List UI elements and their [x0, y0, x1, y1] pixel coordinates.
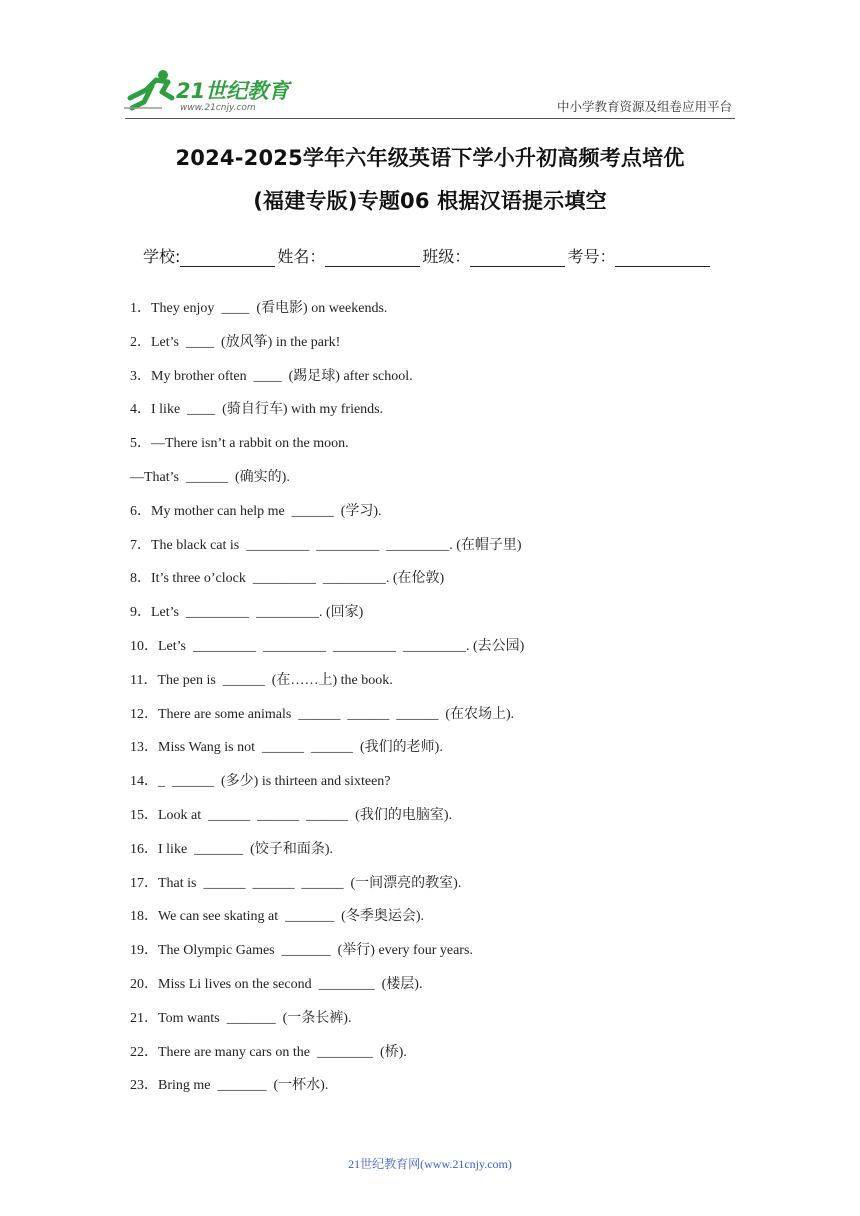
number-field[interactable]	[615, 248, 710, 267]
question-item: 18．We can see skating at _______ (冬季奥运会).	[130, 909, 424, 924]
question-item: 23．Bring me _______ (一杯水).	[130, 1078, 329, 1093]
question-item: 5．—There isn’t a rabbit on the moon.	[130, 436, 349, 451]
school-field[interactable]	[180, 248, 275, 267]
document-subtitle: (福建专版)专题06 根据汉语提示填空	[253, 189, 607, 213]
logo	[122, 68, 292, 114]
logo-url: www.21cnjy.com	[180, 103, 256, 113]
number-label: 考号：	[567, 247, 616, 266]
class-label: 班级：	[422, 247, 471, 266]
question-item: 14．_ ______ (多少) is thirteen and sixteen?	[130, 774, 391, 789]
logo-text: 21世纪教育	[176, 79, 290, 103]
question-item: 9．Let’s _________ _________. (回家)	[130, 605, 364, 620]
runner-icon	[124, 70, 172, 108]
question-item: 2．Let’s ____ (放风筝) in the park!	[130, 335, 341, 350]
class-field[interactable]	[470, 248, 565, 267]
platform-name: 中小学教育资源及组卷应用平台	[556, 99, 732, 114]
footer-link[interactable]: 21世纪教育网(www.21cnjy.com)	[348, 1157, 512, 1171]
question-item: 15．Look at ______ ______ ______ (我们的电脑室).	[130, 808, 452, 823]
question-item: 12．There are some animals ______ ______ ______ (在农场上).	[130, 707, 515, 722]
question-item: 10．Let’s _________ _________ _________ _________. (去公园)	[130, 639, 525, 654]
question-item: 19．The Olympic Games _______ (举行) every four years.	[130, 943, 473, 958]
question-item: 13．Miss Wang is not ______ ______ (我们的老师).	[130, 740, 443, 755]
question-item: —That’s ______ (确实的).	[130, 470, 290, 485]
question-item: 8．It’s three o’clock _________ _________. (在伦敦)	[130, 571, 445, 586]
question-item: 3．My brother often ____ (踢足球) after school.	[130, 369, 413, 384]
question-item: 7．The black cat is _________ _________ _________. (在帽子里)	[130, 538, 522, 553]
question-item: 4．I like ____ (骑自行车) with my friends.	[130, 402, 384, 417]
school-label: 学校:	[143, 247, 181, 266]
question-item: 16．I like _______ (饺子和面条).	[130, 842, 333, 857]
name-label: 姓名：	[277, 247, 326, 266]
question-item: 21．Tom wants _______ (一条长裤).	[130, 1011, 352, 1026]
student-info-row	[143, 244, 712, 267]
document-title: 2024-2025学年六年级英语下学小升初高频考点培优	[175, 146, 685, 170]
header-divider	[125, 118, 735, 119]
question-item: 17．That is ______ ______ ______ (一间漂亮的教室).	[130, 876, 462, 891]
question-item: 20．Miss Li lives on the second ________ (楼层).	[130, 977, 423, 992]
question-item: 1．They enjoy ____ (看电影) on weekends.	[130, 301, 388, 316]
name-field[interactable]	[325, 248, 420, 267]
question-item: 6．My mother can help me ______ (学习).	[130, 504, 382, 519]
question-item: 11．The pen is ______ (在……上) the book.	[130, 673, 393, 688]
question-item: 22．There are many cars on the ________ (桥).	[130, 1045, 407, 1060]
